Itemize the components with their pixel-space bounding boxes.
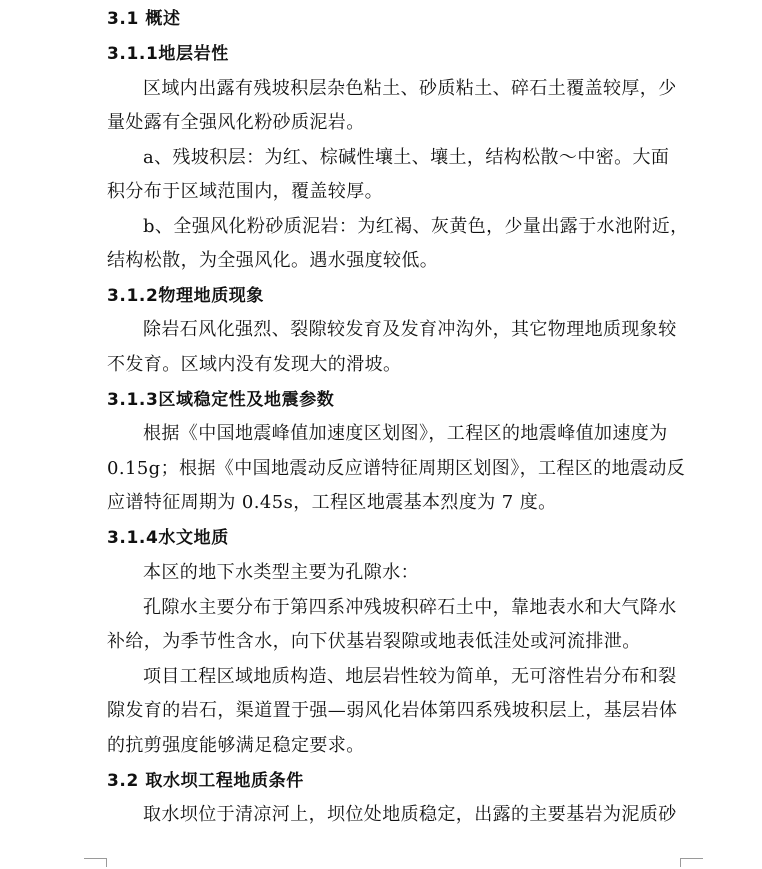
- heading-3-1-1: 3.1.1地层岩性: [107, 44, 229, 64]
- heading-3-1-2: 3.1.2物理地质现象: [107, 286, 265, 306]
- paragraph-line: 积分布于区域范围内，覆盖较厚。: [107, 181, 383, 202]
- paragraph-line: 隙发育的岩石，渠道置于强—弱风化岩体第四系残坡积层上，基层岩体: [107, 700, 678, 721]
- paragraph-line: b、全强风化粉砂质泥岩：为红褐、灰黄色，少量出露于水池附近，: [143, 216, 689, 237]
- heading-3-1: 3.1 概述: [107, 9, 181, 29]
- page-corner-mark-right: [680, 858, 703, 867]
- heading-3-1-4: 3.1.4水文地质: [107, 528, 229, 548]
- page-corner-mark-left: [84, 858, 107, 867]
- paragraph-line: 本区的地下水类型主要为孔隙水：: [143, 562, 419, 583]
- paragraph-line: 项目工程区域地质构造、地层岩性较为简单，无可溶性岩分布和裂: [143, 666, 677, 687]
- paragraph-line: 孔隙水主要分布于第四系冲残坡积碎石土中，靠地表水和大气降水: [143, 597, 677, 618]
- paragraph-line: 的抗剪强度能够满足稳定要求。: [107, 735, 365, 756]
- paragraph-line: 不发育。区域内没有发现大的滑坡。: [107, 354, 402, 375]
- paragraph-line: a、残坡积层：为红、棕碱性壤土、壤土，结构松散～中密。大面: [143, 147, 670, 168]
- paragraph-line: 结构松散，为全强风化。遇水强度较低。: [107, 250, 439, 271]
- heading-3-1-3: 3.1.3区域稳定性及地震参数: [107, 390, 335, 410]
- paragraph-line: 量处露有全强风化粉砂质泥岩。: [107, 112, 365, 133]
- paragraph-line: 除岩石风化强烈、裂隙较发育及发育冲沟外，其它物理地质现象较: [143, 319, 677, 340]
- paragraph-line: 应谱特征周期为 0.45s，工程区地震基本烈度为 7 度。: [107, 492, 557, 513]
- paragraph-line: 区域内出露有残坡积层杂色粘土、砂质粘土、碎石土覆盖较厚，少: [143, 78, 677, 99]
- paragraph-line: 补给，为季节性含水，向下伏基岩裂隙或地表低洼处或河流排泄。: [107, 631, 641, 652]
- paragraph-line: 取水坝位于清凉河上，坝位处地质稳定，出露的主要基岩为泥质砂: [143, 804, 677, 825]
- paragraph-line: 0.15g；根据《中国地震动反应谱特征周期区划图》，工程区的地震动反: [107, 458, 686, 479]
- heading-3-2: 3.2 取水坝工程地质条件: [107, 771, 304, 791]
- paragraph-line: 根据《中国地震峰值加速度区划图》，工程区的地震峰值加速度为: [143, 423, 668, 444]
